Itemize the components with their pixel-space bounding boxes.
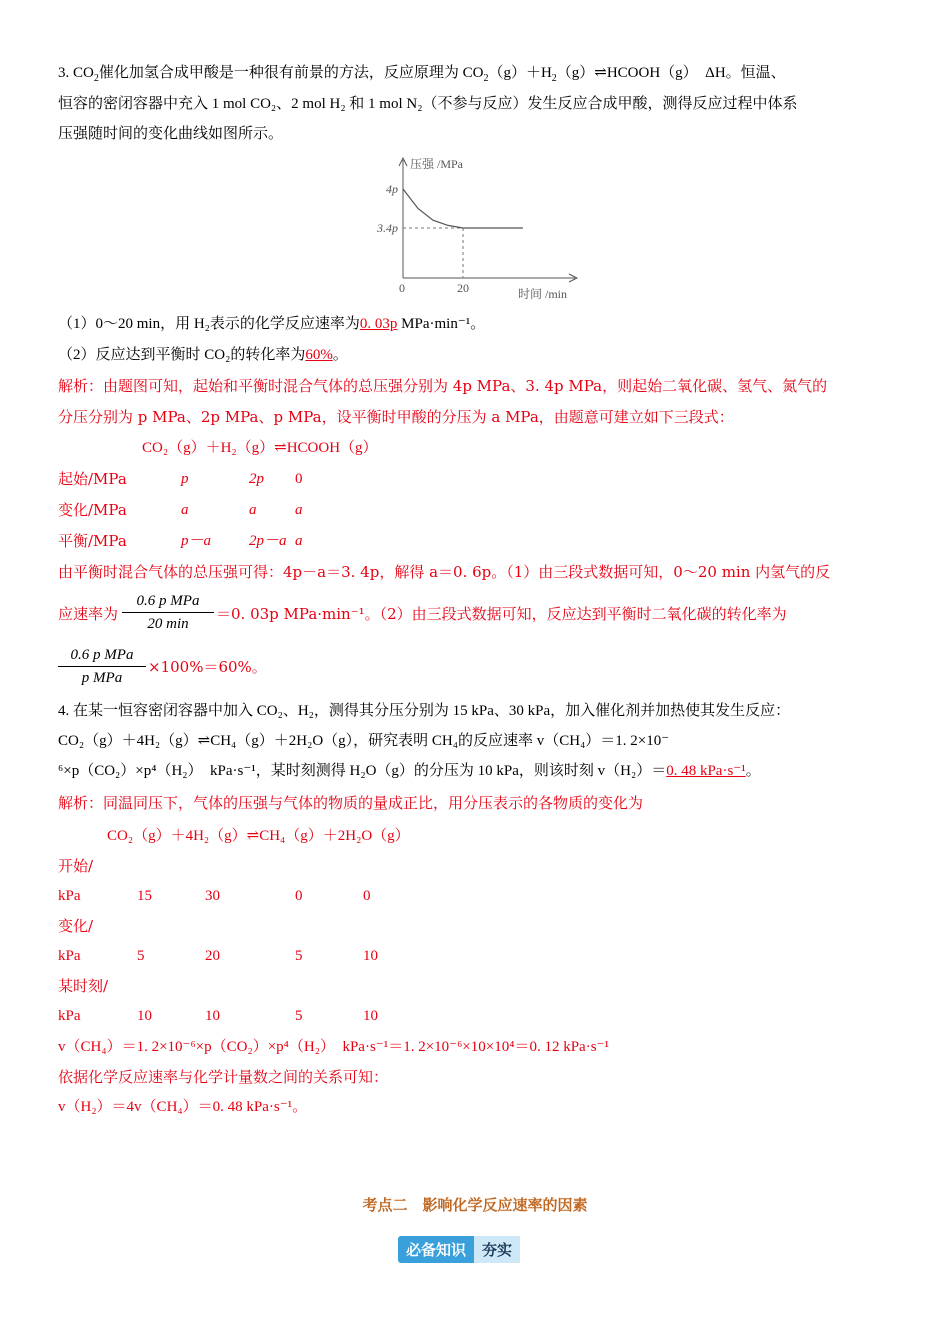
q4-explanation-3: 依据化学反应速率与化学计量数之间的关系可知： <box>58 1068 389 1086</box>
q4-line1: 4. 在某一恒容密闭容器中加入 CO₂、H₂，测得其分压分别为 15 kPa、30 kPa，加入催化剂并加热使其发生反应： <box>58 703 791 719</box>
q3-line3: 压强随时间的变化曲线如图所示。 <box>58 126 284 142</box>
q3-equation: CO₂（g）＋H₂（g）⇌HCOOH（g） <box>142 440 378 456</box>
q4-row-label: 某时刻/ <box>58 977 109 995</box>
q3-cell: 0 <box>295 471 303 487</box>
q4-cell: 10 <box>363 948 378 964</box>
q4-cell: 10 <box>137 1008 152 1024</box>
fraction-rate: 0.6 p MPa 20 min <box>122 590 214 635</box>
q4-cell: 0 <box>363 888 371 904</box>
q3-row-label: 起始/MPa <box>58 470 127 488</box>
answer-q4: 0. 48 kPa·s⁻¹ <box>666 763 746 779</box>
q3-cell: p <box>181 471 189 487</box>
q3-explanation-3: 由平衡时混合气体的总压强可得：4p－a＝3. 4p，解得 a＝0. 6p。（1）由三段式数据可知，0～20 min 内氢气的反 <box>58 563 831 581</box>
q3-part1: （1）0～20 min，用 H₂表示的化学反应速率为0. 03p MPa·min⁻¹。 <box>58 316 486 332</box>
q4-row-unit: kPa <box>58 1008 81 1024</box>
q4-row-unit: kPa <box>58 948 81 964</box>
q4-cell: 0 <box>295 888 303 904</box>
q3-explanation-4a: 应速率为 <box>58 605 119 623</box>
q4-cell: 30 <box>205 888 220 904</box>
q3-explanation-5: ×100%＝60%。 <box>148 658 267 676</box>
badge-primary: 必备知识 <box>398 1236 474 1263</box>
q3-cell: a <box>181 502 189 518</box>
section-title: 考点二 影响化学反应速率的因素 <box>362 1196 588 1214</box>
xtick-20: 20 <box>457 281 469 295</box>
pressure-time-chart <box>350 150 590 302</box>
q4-row-label: 开始/ <box>58 857 94 875</box>
q4-line2: CO₂（g）＋4H₂（g）⇌CH₄（g）＋2H₂O（g），研究表明 CH₄的反应速率 v（CH₄）＝1. 2×10⁻ <box>58 733 670 749</box>
q3-row-label: 平衡/MPa <box>58 532 127 550</box>
x-axis-label: 时间 /min <box>518 287 568 301</box>
q4-line3: ⁶×p（CO₂）×p⁴（H₂） kPa·s⁻¹，某时刻测得 H₂O（g）的分压为 10 kPa，则该时刻 v（H₂）＝0. 48 kPa·s⁻¹。 <box>58 763 761 779</box>
q4-explanation-1: 解析：同温同压下，气体的压强与气体的物质的量成正比，用分压表示的各物质的变化为 <box>58 794 644 812</box>
q4-explanation-4: v（H₂）＝4v（CH₄）＝0. 48 kPa·s⁻¹。 <box>58 1099 308 1115</box>
badge-secondary: 夯实 <box>474 1236 520 1263</box>
q3-cell: 2p <box>249 471 264 487</box>
section-badge <box>398 1236 520 1262</box>
q3-line2: 恒容的密闭容器中充入 1 mol CO₂、2 mol H₂ 和 1 mol N₂（不参与反应）发生反应合成甲酸，测得反应过程中体系 <box>58 96 798 112</box>
answer-2: 60% <box>305 347 333 363</box>
q3-line1: 3. $CO_2$催化加氢合成甲酸是一种很有前景的方法，反应原理为 $CO_2(g)+H_2(g)\rightleftharpoons HCOOH(g)$ ΔH。恒温、 <box>58 65 786 84</box>
xtick-0: 0 <box>399 281 405 295</box>
ytick-4p: 4p <box>386 182 398 196</box>
q4-equation: CO₂（g）＋4H₂（g）⇌CH₄（g）＋2H₂O（g） <box>107 828 410 844</box>
q3-cell: a <box>295 533 303 549</box>
q3-cell: 2p－a <box>249 533 287 549</box>
q3-cell: p－a <box>181 533 212 549</box>
q3-cell: a <box>295 502 303 518</box>
ytick-3.4p: 3.4p <box>377 221 398 235</box>
y-axis-label: 压强 /MPa <box>410 157 464 171</box>
q3-explanation-4b: ＝0. 03p MPa·min⁻¹。（2）由三段式数据可知，反应达到平衡时二氧化碳的转化率为 <box>216 605 787 623</box>
q4-explanation-2: v（CH₄）＝1. 2×10⁻⁶×p（CO₂）×p⁴（H₂） kPa·s⁻¹＝1. 2×10⁻⁶×10×10⁴＝0. 12 kPa·s⁻¹ <box>58 1039 609 1055</box>
q4-cell: 5 <box>137 948 145 964</box>
q3-explanation-2: 分压分别为 p MPa、2p MPa、p MPa，设平衡时甲酸的分压为 a MPa，由题意可建立如下三段式： <box>58 408 734 426</box>
q4-row-unit: kPa <box>58 888 81 904</box>
q3-row-label: 变化/MPa <box>58 501 127 519</box>
q4-cell: 20 <box>205 948 220 964</box>
q4-row-label: 变化/ <box>58 917 94 935</box>
q3-explanation-1: 解析：由题图可知，起始和平衡时混合气体的总压强分别为 4p MPa、3. 4p MPa，则起始二氧化碳、氢气、氮气的 <box>58 377 828 395</box>
q4-cell: 10 <box>363 1008 378 1024</box>
q4-cell: 5 <box>295 1008 303 1024</box>
pressure-curve <box>403 189 523 228</box>
q4-cell: 15 <box>137 888 152 904</box>
q4-cell: 10 <box>205 1008 220 1024</box>
q3-cell: a <box>249 502 257 518</box>
answer-1: 0. 03p <box>359 316 398 332</box>
fraction-conversion: 0.6 p MPa p MPa <box>58 644 146 689</box>
q4-cell: 5 <box>295 948 303 964</box>
q3-part2: （2）反应达到平衡时 CO₂的转化率为60%。 <box>58 347 348 363</box>
